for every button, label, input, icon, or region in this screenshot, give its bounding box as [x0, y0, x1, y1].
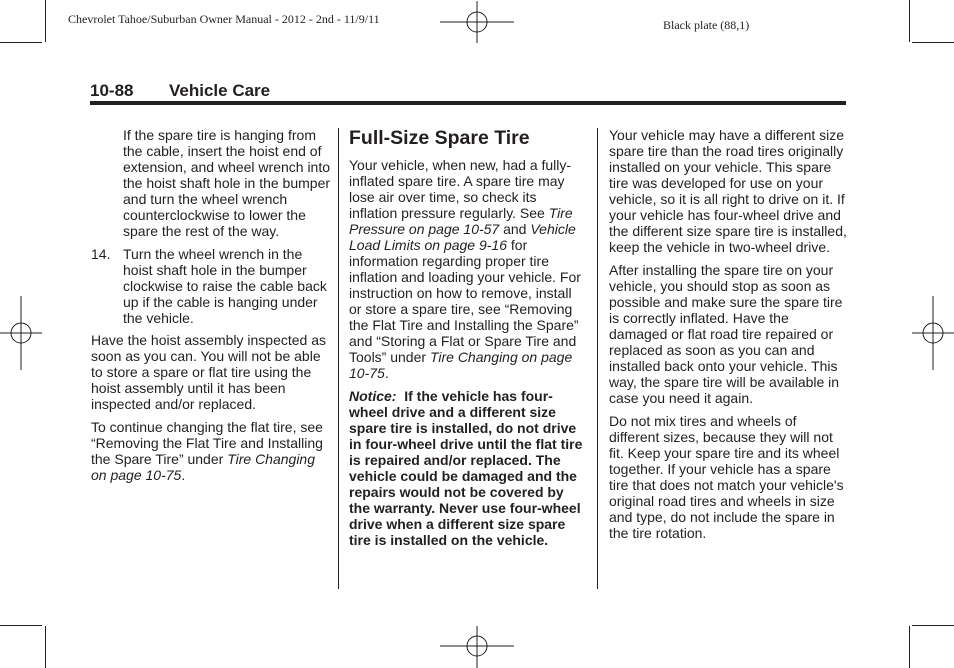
step-continuation: If the spare tire is hanging from the cable, insert the hoist end of extension, and wheel wrench into the hoist shaft hole in the bumper and turn the wheel wrench counterclockwise to lower the spare the rest of the way.: [123, 127, 331, 239]
step-text: Turn the wheel wrench in the hoist shaft hole in the bumper clockwise to raise the cable back up if the cable is hanging under the vehicle.: [123, 246, 327, 326]
middle-column: [349, 127, 585, 555]
paragraph-text: .: [384, 365, 389, 381]
cross-reference[interactable]: Tire Changing on page 10-75: [91, 451, 316, 483]
crop-mark: [0, 625, 42, 626]
right-column: [609, 127, 847, 548]
paragraph-after-installing: After installing the spare tire on your vehicle, you should stop as soon as possible and make sure the spare tire is correctly inflated. Have the damaged or flat road tire repaired or replaced as soon as you can and installed back onto your vehicle. This way, the spare tire will be available in case you need it again.: [609, 262, 843, 406]
paragraph-different-size: Your vehicle may have a different size spare tire than the road tires originally installed on your vehicle. This spare tire was developed for use on your vehicle, so it is all right to drive on it. If your vehicle has four-wheel drive and the different size spare tire is installed, keep the vehicle in two-wheel drive.: [609, 127, 847, 255]
cross-reference[interactable]: Vehicle Load Limits on page 9-16: [349, 221, 576, 253]
notice-text: If the vehicle has four-wheel drive and a different size spare tire is installed, do not drive in four-wheel drive until the flat tire is repaired and/or replaced. The vehicle could be damaged and the repairs would not be covered by the warranty. Never use four-wheel drive when a different size spare tire is installed on the vehicle.: [349, 388, 583, 548]
registration-mark-icon: [912, 296, 954, 370]
print-header-plate: Black plate (88,1): [663, 18, 750, 32]
paragraph-spare-intro: [349, 157, 585, 381]
step-14: [91, 246, 331, 326]
print-header-title: Chevrolet Tahoe/Suburban Owner Manual - 2012 - 2nd - 11/9/11: [68, 12, 380, 26]
registration-mark-icon: [440, 1, 514, 43]
crop-mark: [912, 42, 954, 43]
cross-reference[interactable]: Tire Pressure on page 10-57: [349, 205, 573, 237]
paragraph-text: for information regarding proper tire inflation and loading your vehicle. For instruction on how to remove, install or store a spare tire, see “Removing the Flat Tire and Installing the Spare” and “Storing a Flat or Spare Tire and Tools” under: [349, 237, 581, 365]
crop-mark: [45, 0, 46, 42]
section-heading: Full-Size Spare Tire: [349, 127, 530, 149]
left-column: [91, 127, 331, 490]
crop-mark: [0, 42, 42, 43]
crop-mark: [912, 625, 954, 626]
paragraph-do-not-mix: Do not mix tires and wheels of different sizes, because they will not fit. Keep your spare tire and its wheel together. If your vehicle has a spare tire that does not match your vehicle's original road tires and wheels in size and type, do not include the spare in the tire rotation.: [609, 413, 844, 541]
crop-mark: [45, 626, 46, 668]
paragraph-continue: [91, 419, 331, 483]
header-rule: [90, 101, 846, 105]
notice-label: Notice:: [349, 388, 397, 404]
paragraph-text: To continue changing the flat tire, see “Removing the Flat Tire and Installing the Spare Tire” under: [91, 419, 323, 467]
registration-mark-icon: [440, 626, 514, 668]
page-number: 10-88: [90, 81, 134, 100]
section-title: Vehicle Care: [169, 81, 271, 100]
paragraph-text: and: [499, 221, 531, 237]
column-divider: [597, 128, 598, 589]
paragraph-text: Your vehicle, when new, had a fully-inflated spare tire. A spare tire may lose air over time, so check its inflation pressure regularly. See: [349, 157, 572, 221]
registration-mark-icon: [0, 296, 42, 370]
column-divider: [338, 128, 339, 589]
paragraph-text: .: [181, 467, 186, 483]
paragraph-hoist-inspection: Have the hoist assembly inspected as soon as you can. You will not be able to store a spare or flat tire using the hoist assembly until it has been inspected and/or replaced.: [91, 332, 327, 412]
crop-mark: [909, 626, 910, 668]
notice-block: [349, 388, 585, 548]
step-number: 14.: [91, 246, 111, 262]
crop-mark: [909, 0, 910, 42]
cross-reference[interactable]: Tire Changing on page 10-75: [349, 349, 573, 381]
